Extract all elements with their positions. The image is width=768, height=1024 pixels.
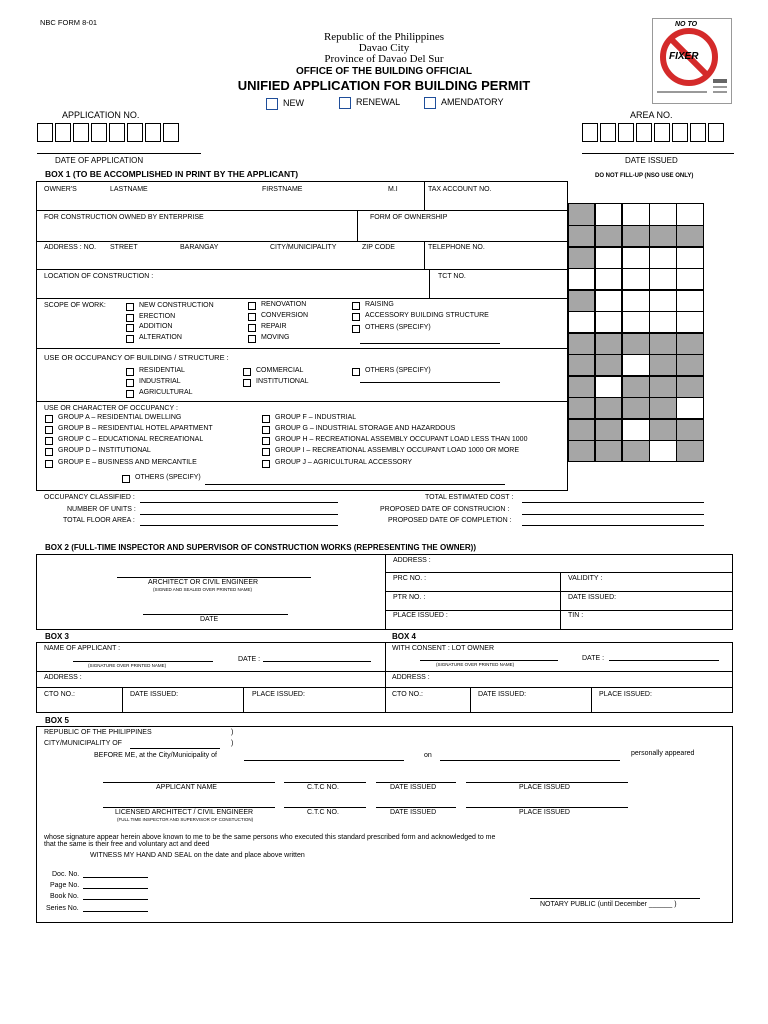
ptr-label: PTR NO. : xyxy=(393,594,426,601)
use-institutional-checkbox[interactable] xyxy=(243,379,251,387)
use-residential-checkbox[interactable] xyxy=(126,368,134,376)
location-label: LOCATION OF CONSTRUCTION : xyxy=(44,273,154,280)
use-others-line[interactable] xyxy=(360,382,500,383)
group-j-checkbox[interactable] xyxy=(262,460,270,468)
box3-place-issued-label: PLACE ISSUED: xyxy=(252,691,305,698)
use-industrial-checkbox[interactable] xyxy=(126,379,134,387)
amendatory-label: AMENDATORY xyxy=(441,97,504,107)
scope-conversion-checkbox[interactable] xyxy=(248,313,256,321)
scope-accessory-label: ACCESSORY BUILDING STRUCTURE xyxy=(365,312,489,319)
witness-label: WITNESS MY HAND AND SEAL on the date and place above written xyxy=(90,852,305,859)
address-label: ADDRESS : NO. xyxy=(44,244,97,251)
group-f-label: GROUP F – INDUSTRIAL xyxy=(275,414,357,421)
group-a-label: GROUP A – RESIDENTIAL DWELLING xyxy=(58,414,182,421)
scope-addition-label: ADDITION xyxy=(139,323,173,330)
tax-account-label: TAX ACCOUNT NO. xyxy=(428,186,492,193)
scope-erection-label: ERECTION xyxy=(139,313,176,320)
box5-city-label: CITY/MUNICIPALITY OF xyxy=(44,740,122,747)
group-i-label: GROUP I – RECREATIONAL ASSEMBLY OCCUPANT LOAD 1000 OR MORE xyxy=(275,447,520,454)
proposed-completion-line[interactable] xyxy=(522,525,704,526)
use-others-checkbox[interactable] xyxy=(352,368,360,376)
scope-new-construction-label: NEW CONSTRUCTION xyxy=(139,302,214,309)
place-issued-label-1: PLACE ISSUED xyxy=(519,784,570,791)
tct-label: TCT NO. xyxy=(438,273,466,280)
use-commercial-label: COMMERCIAL xyxy=(256,367,304,374)
date-issued-label-2: DATE ISSUED xyxy=(390,809,437,816)
box2-date-label: DATE xyxy=(200,616,219,623)
on-line[interactable] xyxy=(440,760,620,761)
nso-use-grid xyxy=(568,203,704,462)
notary-label: NOTARY PUBLIC (until December ______ ) xyxy=(540,901,677,908)
total-estimated-cost-line[interactable] xyxy=(522,502,704,503)
scope-repair-checkbox[interactable] xyxy=(248,324,256,332)
book-no-line[interactable] xyxy=(83,899,148,900)
use-commercial-checkbox[interactable] xyxy=(243,368,251,376)
series-no-line[interactable] xyxy=(83,911,148,912)
place-issued-label-2: PLACE ISSUED xyxy=(519,809,570,816)
new-checkbox[interactable] xyxy=(266,98,278,110)
republic-title: Republic of the Philippines xyxy=(323,31,445,43)
char-others-line[interactable] xyxy=(205,484,505,485)
group-c-label: GROUP C – EDUCATIONAL RECREATIONAL xyxy=(58,436,204,443)
no-fixer-logo xyxy=(652,18,732,104)
proposed-construction-label: PROPOSED DATE OF CONSTRUCION : xyxy=(380,506,510,513)
box4-heading: BOX 4 xyxy=(392,632,417,641)
scope-erection-checkbox[interactable] xyxy=(126,314,134,322)
full-time-label: (FULL TIME INSPECTOR AND SUPERVISOR OF CONSTUCTION) xyxy=(117,817,254,822)
scope-raising-label: RAISING xyxy=(365,301,394,308)
group-i-checkbox[interactable] xyxy=(262,448,270,456)
validity-label: VALIDITY : xyxy=(568,575,603,582)
renewal-checkbox[interactable] xyxy=(339,97,351,109)
group-g-checkbox[interactable] xyxy=(262,426,270,434)
owners-label: OWNER'S xyxy=(44,186,77,193)
group-b-checkbox[interactable] xyxy=(45,426,53,434)
group-e-checkbox[interactable] xyxy=(45,460,53,468)
use-residential-label: RESIDENTIAL xyxy=(139,367,185,374)
box5-city-line[interactable] xyxy=(130,748,220,749)
applicant-signature-line[interactable] xyxy=(73,661,213,662)
enterprise-label: FOR CONSTRUCTION OWNED BY ENTERPRISE xyxy=(44,214,204,221)
book-no-label: Book No. xyxy=(50,893,79,900)
scope-alteration-label: ALTERATION xyxy=(139,334,182,341)
box1-frame xyxy=(36,181,568,491)
ctc-label-2: C.T.C NO. xyxy=(307,809,339,816)
area-no-cells[interactable] xyxy=(582,123,726,142)
use-others-label: OTHERS (SPECIFY) xyxy=(365,367,431,374)
barangay-label: BARANGAY xyxy=(180,244,219,251)
number-of-units-label: NUMBER OF UNITS : xyxy=(67,506,136,513)
box3-heading: BOX 3 xyxy=(45,632,70,641)
lot-owner-signature-line[interactable] xyxy=(420,660,558,661)
telephone-label: TELEPHONE NO. xyxy=(428,244,485,251)
lastname-label: LASTNAME xyxy=(110,186,148,193)
box5-paren-1: ) xyxy=(231,729,234,736)
appeared-label: personally appeared xyxy=(631,750,695,757)
use-industrial-label: INDUSTRIAL xyxy=(139,378,181,385)
doc-no-label: Doc. No. xyxy=(52,871,80,878)
scope-others-line[interactable] xyxy=(360,343,500,344)
total-estimated-cost-label: TOTAL ESTIMATED COST : xyxy=(425,494,514,501)
on-label: on xyxy=(424,752,432,759)
office-title: OFFICE OF THE BUILDING OFFICIAL xyxy=(295,66,473,77)
scope-others-checkbox[interactable] xyxy=(352,325,360,333)
city-title: Davao City xyxy=(358,42,410,54)
character-label: USE OR CHARACTER OF OCCUPANCY : xyxy=(44,405,178,412)
application-no-cells[interactable] xyxy=(37,123,181,142)
architect-label: ARCHITECT OR CIVIL ENGINEER xyxy=(148,579,259,586)
firstname-label: FIRSTNAME xyxy=(262,186,303,193)
tin-label: TIN : xyxy=(568,612,584,619)
form-code: NBC FORM 8-01 xyxy=(40,18,98,27)
scope-conversion-label: CONVERSION xyxy=(261,312,309,319)
total-floor-area-line[interactable] xyxy=(140,525,338,526)
scope-raising-checkbox[interactable] xyxy=(352,302,360,310)
new-label: NEW xyxy=(283,98,304,108)
group-a-checkbox[interactable] xyxy=(45,415,53,423)
occupancy-classified-label: OCCUPANCY CLASSIFIED : xyxy=(44,494,135,501)
page-no-line[interactable] xyxy=(83,888,148,889)
occupancy-classified-line[interactable] xyxy=(140,502,338,503)
zip-code-label: ZIP CODE xyxy=(362,244,395,251)
group-d-checkbox[interactable] xyxy=(45,448,53,456)
street-label: STREET xyxy=(110,244,138,251)
prc-label: PRC NO. : xyxy=(393,575,427,582)
signed-sealed-label: (SIGNED AND SEALED OVER PRINTED NAME) xyxy=(153,587,253,592)
box3-date-issued-label: DATE ISSUED: xyxy=(130,691,179,698)
box4-date-issued-label: DATE ISSUED: xyxy=(478,691,527,698)
before-me-line[interactable] xyxy=(244,760,404,761)
box4-place-issued-label: PLACE ISSUED: xyxy=(599,691,652,698)
notary-signature-line[interactable] xyxy=(530,898,700,899)
consent-label: WITH CONSENT : LOT OWNER xyxy=(392,645,495,652)
box1-heading: BOX 1 (TO BE ACCOMPLISHED IN PRINT BY THE APPLICANT) xyxy=(45,169,299,179)
name-of-applicant-label: NAME OF APPLICANT : xyxy=(44,645,121,652)
box3-cto-label: CTO NO.: xyxy=(44,691,75,698)
box3-date-label: DATE : xyxy=(238,656,261,663)
box4-signature-label: (SIGNATURE OVER PRINTED NAME) xyxy=(436,662,515,667)
use-institutional-label: INSTITUTIONAL xyxy=(256,378,309,385)
applicant-name-label: APPLICANT NAME xyxy=(156,784,217,791)
city-municipality-label: CITY/MUNICIPALITY xyxy=(270,244,337,251)
box2-heading: BOX 2 (FULL-TIME INSPECTOR AND SUPERVISOR OF CONSTRUCTION WORKS (REPRESENTING THE OWNER)) xyxy=(45,543,476,552)
scope-moving-checkbox[interactable] xyxy=(248,335,256,343)
scope-others-label: OTHERS (SPECIFY) xyxy=(365,324,431,331)
box5-heading: BOX 5 xyxy=(45,716,70,725)
renewal-label: RENEWAL xyxy=(356,97,401,107)
proposed-completion-label: PROPOSED DATE OF COMPLETION : xyxy=(388,517,512,524)
group-e-label: GROUP E – BUSINESS AND MERCANTILE xyxy=(58,459,197,466)
mi-label: M.I xyxy=(388,186,398,193)
scope-addition-checkbox[interactable] xyxy=(126,324,134,332)
group-b-label: GROUP B – RESIDENTIAL HOTEL APARTMENT xyxy=(58,425,213,432)
series-no-label: Series No. xyxy=(46,905,79,912)
scope-new-construction-checkbox[interactable] xyxy=(126,303,134,311)
number-of-units-line[interactable] xyxy=(140,514,338,515)
before-me-label: BEFORE ME, at the City/Municipality of xyxy=(94,752,217,759)
group-c-checkbox[interactable] xyxy=(45,437,53,445)
total-floor-area-label: TOTAL FLOOR AREA : xyxy=(63,517,135,524)
group-h-checkbox[interactable] xyxy=(262,437,270,445)
scope-renovation-label: RENOVATION xyxy=(261,301,307,308)
ctc-label-1: C.T.C NO. xyxy=(307,784,339,791)
logo-main-text: FIXER xyxy=(669,51,699,62)
doc-no-line[interactable] xyxy=(83,877,148,878)
scope-moving-label: MOVING xyxy=(261,334,290,341)
box4-cto-label: CTO NO.: xyxy=(392,691,423,698)
statement-line-2: that the same is their free and voluntary act and deed xyxy=(44,841,210,848)
box4-address-label: ADDRESS : xyxy=(392,674,430,681)
use-agricultural-label: AGRICULTURAL xyxy=(139,389,193,396)
box3-signature-label: (SIGNATURE OVER PRINTED NAME) xyxy=(88,663,167,668)
do-not-fill-label: DO NOT FILL-UP (NSO USE ONLY) xyxy=(595,173,694,179)
amendatory-checkbox[interactable] xyxy=(424,97,436,109)
box3-address-label: ADDRESS : xyxy=(44,674,82,681)
box5-paren-2: ) xyxy=(231,740,234,747)
scope-alteration-checkbox[interactable] xyxy=(126,335,134,343)
proposed-construction-line[interactable] xyxy=(522,514,704,515)
date-issued-label: DATE ISSUED xyxy=(625,156,678,165)
scope-repair-label: REPAIR xyxy=(261,323,287,330)
group-h-label: GROUP H – RECREATIONAL ASSEMBLY OCCUPANT LOAD LESS THAN 1000 xyxy=(275,436,528,443)
group-g-label: GROUP G – INDUSTRIAL STORAGE AND HAZARDOUS xyxy=(275,425,456,432)
use-label: USE OR OCCUPANCY OF BUILDING / STRUCTURE : xyxy=(44,353,229,362)
page-title: UNIFIED APPLICATION FOR BUILDING PERMIT xyxy=(237,78,531,93)
province-title: Province of Davao Del Sur xyxy=(324,53,444,65)
scope-renovation-checkbox[interactable] xyxy=(248,302,256,310)
box2-address-label: ADDRESS : xyxy=(393,557,431,564)
char-others-label: OTHERS (SPECIFY) xyxy=(135,474,201,481)
date-of-application-label: DATE OF APPLICATION xyxy=(55,156,144,165)
box2-place-issued-label: PLACE ISSUED : xyxy=(393,612,448,619)
box2-date-issued-label: DATE ISSUED: xyxy=(568,594,617,601)
statement-line-1: whose signature appear herein above known to me to be the same persons who executed this standard prescribed form and acknowledged to me xyxy=(44,834,496,841)
date-issued-label-1: DATE ISSUED xyxy=(390,784,437,791)
box5-republic-label: REPUBLIC OF THE PHILIPPINES xyxy=(44,729,152,736)
box4-date-line[interactable] xyxy=(609,660,719,661)
use-agricultural-checkbox[interactable] xyxy=(126,390,134,398)
group-f-checkbox[interactable] xyxy=(262,415,270,423)
scope-label: SCOPE OF WORK: xyxy=(44,302,106,309)
logo-top-text: NO TO xyxy=(675,21,698,28)
area-no-label: AREA NO. xyxy=(630,110,673,120)
page-no-label: Page No. xyxy=(50,882,80,889)
scope-accessory-checkbox[interactable] xyxy=(352,313,360,321)
box4-date-label: DATE : xyxy=(582,655,605,662)
box3-date-line[interactable] xyxy=(263,661,371,662)
licensed-label: LICENSED ARCHITECT / CIVIL ENGINEER xyxy=(115,809,254,816)
form-of-ownership-label: FORM OF OWNERSHIP xyxy=(370,214,448,221)
application-no-label: APPLICATION NO. xyxy=(62,110,140,120)
char-others-checkbox[interactable] xyxy=(122,475,130,483)
group-j-label: GROUP J – AGRICULTURAL ACCESSORY xyxy=(275,459,413,466)
group-d-label: GROUP D – INSTITUTIONAL xyxy=(58,447,151,454)
